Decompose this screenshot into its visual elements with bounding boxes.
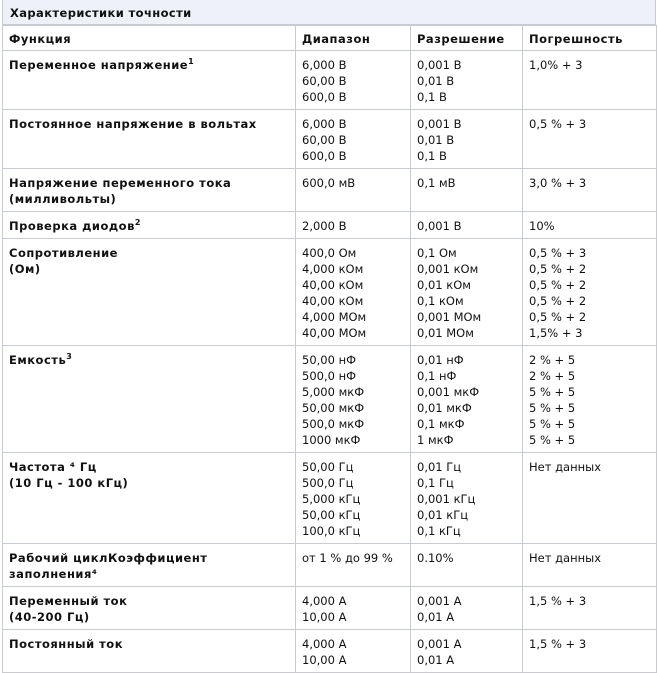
- resolution-cell-line: 0,01 А: [417, 610, 455, 624]
- table-row: [3, 630, 657, 673]
- accuracy-table: [2, 25, 657, 673]
- resolution-cell: [411, 212, 523, 239]
- accuracy-cell-line: Нет данных: [529, 551, 601, 565]
- function-cell-line: Сопротивление: [9, 246, 118, 260]
- resolution-cell-line: 1 мкФ: [417, 433, 454, 447]
- accuracy-cell-line: 10%: [529, 219, 555, 233]
- range-cell-line: от 1 % до 99 %: [302, 551, 393, 565]
- resolution-cell-line: 0,001 В: [417, 219, 462, 233]
- accuracy-cell-line: 2 % + 5: [529, 353, 576, 367]
- accuracy-cell-line: 0,5 % + 2: [529, 278, 587, 292]
- function-cell-line: Переменный ток: [9, 594, 128, 608]
- range-cell-line: 600,0 мВ: [302, 176, 356, 190]
- resolution-cell: [411, 110, 523, 169]
- accuracy-cell-line: 1,5 % + 3: [529, 637, 587, 651]
- range-cell: [296, 346, 411, 453]
- range-cell: [296, 51, 411, 110]
- function-cell-line: Рабочий циклКоэффициент: [9, 551, 208, 565]
- function-cell: [3, 630, 296, 673]
- resolution-cell-line: 0,001 МОм: [417, 310, 482, 324]
- resolution-cell-line: 0,1 В: [417, 90, 447, 104]
- table-row: [3, 169, 657, 212]
- range-cell: [296, 544, 411, 587]
- resolution-cell-line: 0,001 кОм: [417, 262, 479, 276]
- accuracy-cell-line: 5 % + 5: [529, 417, 576, 431]
- resolution-cell-line: 0,001 А: [417, 594, 462, 608]
- accuracy-cell: [523, 630, 657, 673]
- resolution-cell-line: 0,01 Гц: [417, 460, 462, 474]
- function-cell: [3, 51, 296, 110]
- function-cell-line: (40-200 Гц): [9, 610, 90, 624]
- range-cell: [296, 169, 411, 212]
- table-title: Характеристики точности: [2, 0, 656, 25]
- column-header-function: Функция: [3, 26, 296, 51]
- range-cell-line: 500,0 нФ: [302, 369, 356, 383]
- accuracy-cell-line: 0,5 % + 2: [529, 294, 587, 308]
- resolution-cell: [411, 453, 523, 544]
- resolution-cell-line: 0,1 Гц: [417, 476, 454, 490]
- function-cell-line: Постоянное напряжение в вольтах: [9, 117, 257, 131]
- function-cell-line: Частота ⁴ Гц: [9, 460, 97, 474]
- range-cell-line: 6,000 В: [302, 58, 347, 72]
- function-cell: [3, 544, 296, 587]
- accuracy-cell: [523, 110, 657, 169]
- range-cell-line: 4,000 А: [302, 637, 347, 651]
- range-cell-line: 10,00 А: [302, 610, 347, 624]
- function-cell-line: (10 Гц - 100 кГц): [9, 476, 129, 490]
- range-cell-line: 60,00 В: [302, 133, 347, 147]
- table-row: [3, 346, 657, 453]
- range-cell-line: 50,00 мкФ: [302, 401, 365, 415]
- range-cell-line: 4,000 МОм: [302, 310, 367, 324]
- accuracy-cell-line: 2 % + 5: [529, 369, 576, 383]
- accuracy-cell: [523, 212, 657, 239]
- function-cell-line: Емкость$^3$: [9, 352, 73, 367]
- accuracy-cell: [523, 453, 657, 544]
- function-cell: [3, 587, 296, 630]
- resolution-cell-line: 0,01 В: [417, 74, 455, 88]
- accuracy-cell: [523, 544, 657, 587]
- accuracy-cell: [523, 587, 657, 630]
- range-cell-line: 400,0 Ом: [302, 246, 357, 260]
- range-cell: [296, 587, 411, 630]
- accuracy-spec-panel: [2, 0, 656, 673]
- range-cell-line: 60,00 В: [302, 74, 347, 88]
- column-header-accuracy: Погрешность: [523, 26, 657, 51]
- accuracy-cell-line: 0,5 % + 3: [529, 246, 587, 260]
- range-cell-line: 50,00 кГц: [302, 508, 361, 522]
- resolution-cell-line: 0,1 кГц: [417, 524, 461, 538]
- accuracy-cell-line: 1,5 % + 3: [529, 594, 587, 608]
- accuracy-cell-line: 3,0 % + 3: [529, 176, 587, 190]
- function-cell-line: Напряжение переменного тока: [9, 176, 232, 190]
- resolution-cell-line: 0,1 Ом: [417, 246, 457, 260]
- range-cell: [296, 110, 411, 169]
- range-cell: [296, 239, 411, 346]
- range-cell-line: 5,000 мкФ: [302, 385, 365, 399]
- resolution-cell-line: 0,1 мкФ: [417, 417, 465, 431]
- range-cell-line: 600,0 В: [302, 149, 347, 163]
- range-cell-line: 40,00 МОм: [302, 326, 367, 340]
- accuracy-cell-line: Нет данных: [529, 460, 601, 474]
- range-cell-line: 40,00 кОм: [302, 278, 364, 292]
- function-cell: [3, 169, 296, 212]
- table-row: [3, 587, 657, 630]
- resolution-cell-line: 0,01 кГц: [417, 508, 469, 522]
- resolution-cell-line: 0,01 А: [417, 653, 455, 667]
- accuracy-cell: [523, 51, 657, 110]
- table-row: [3, 239, 657, 346]
- function-cell: [3, 239, 296, 346]
- table-row: [3, 212, 657, 239]
- accuracy-cell: [523, 239, 657, 346]
- function-cell-line: заполнения⁴: [9, 567, 98, 581]
- table-row: [3, 51, 657, 110]
- resolution-cell-line: 0,001 кГц: [417, 492, 476, 506]
- accuracy-cell-line: 1,0% + 3: [529, 58, 583, 72]
- range-cell-line: 50,00 нФ: [302, 353, 356, 367]
- accuracy-cell-line: 0,5 % + 2: [529, 310, 587, 324]
- resolution-cell: [411, 51, 523, 110]
- resolution-cell-line: 0,1 мВ: [417, 176, 456, 190]
- resolution-cell-line: 0,01 В: [417, 133, 455, 147]
- range-cell-line: 50,00 Гц: [302, 460, 354, 474]
- resolution-cell-line: 0.10%: [417, 551, 454, 565]
- range-cell-line: 6,000 В: [302, 117, 347, 131]
- column-header-range: Диапазон: [296, 26, 411, 51]
- range-cell-line: 1000 мкФ: [302, 433, 361, 447]
- range-cell-line: 500,0 мкФ: [302, 417, 365, 431]
- accuracy-cell-line: 5 % + 5: [529, 433, 576, 447]
- range-cell-line: 500,0 Гц: [302, 476, 354, 490]
- function-cell: [3, 110, 296, 169]
- range-cell-line: 5,000 кГц: [302, 492, 361, 506]
- range-cell-line: 2,000 В: [302, 219, 347, 233]
- range-cell-line: 40,00 кОм: [302, 294, 364, 308]
- resolution-cell-line: 0,001 В: [417, 58, 462, 72]
- table-row: [3, 453, 657, 544]
- resolution-cell-line: 0,001 В: [417, 117, 462, 131]
- table-row: [3, 544, 657, 587]
- resolution-cell: [411, 346, 523, 453]
- resolution-cell-line: 0,01 МОм: [417, 326, 474, 340]
- accuracy-cell-line: 1,5% + 3: [529, 326, 583, 340]
- accuracy-cell-line: 0,5 % + 3: [529, 117, 587, 131]
- resolution-cell: [411, 544, 523, 587]
- function-cell: [3, 212, 296, 239]
- resolution-cell: [411, 239, 523, 346]
- header-row: [3, 26, 657, 51]
- range-cell: [296, 630, 411, 673]
- function-cell-line: Переменное напряжение$^1$: [9, 57, 195, 72]
- range-cell: [296, 212, 411, 239]
- range-cell-line: 10,00 А: [302, 653, 347, 667]
- resolution-cell-line: 0,01 мкФ: [417, 401, 472, 415]
- resolution-cell-line: 0,001 мкФ: [417, 385, 480, 399]
- accuracy-cell-line: 5 % + 5: [529, 385, 576, 399]
- function-cell-line: Постоянный ток: [9, 637, 124, 651]
- function-cell-line: Проверка диодов$^2$: [9, 218, 141, 233]
- resolution-cell-line: 0,1 нФ: [417, 369, 457, 383]
- function-cell: [3, 346, 296, 453]
- column-header-resolution: Разрешение: [411, 26, 523, 51]
- footnote-marker: 3: [66, 352, 73, 362]
- resolution-cell-line: 0,01 нФ: [417, 353, 464, 367]
- function-cell-line: (Ом): [9, 262, 41, 276]
- resolution-cell: [411, 587, 523, 630]
- accuracy-cell-line: 0,5 % + 2: [529, 262, 587, 276]
- footnote-marker: 1: [188, 57, 195, 67]
- range-cell-line: 100,0 кГц: [302, 524, 361, 538]
- resolution-cell-line: 0,01 кОм: [417, 278, 471, 292]
- accuracy-cell: [523, 346, 657, 453]
- range-cell: [296, 453, 411, 544]
- range-cell-line: 4,000 А: [302, 594, 347, 608]
- resolution-cell-line: 0,1 кОм: [417, 294, 464, 308]
- table-row: [3, 110, 657, 169]
- resolution-cell-line: 0,001 А: [417, 637, 462, 651]
- resolution-cell: [411, 169, 523, 212]
- accuracy-cell-line: 5 % + 5: [529, 401, 576, 415]
- function-cell-line: (милливольты): [9, 192, 117, 206]
- resolution-cell: [411, 630, 523, 673]
- resolution-cell-line: 0,1 В: [417, 149, 447, 163]
- accuracy-cell: [523, 169, 657, 212]
- range-cell-line: 600,0 В: [302, 90, 347, 104]
- function-cell: [3, 453, 296, 544]
- footnote-marker: 2: [134, 218, 141, 228]
- range-cell-line: 4,000 кОм: [302, 262, 364, 276]
